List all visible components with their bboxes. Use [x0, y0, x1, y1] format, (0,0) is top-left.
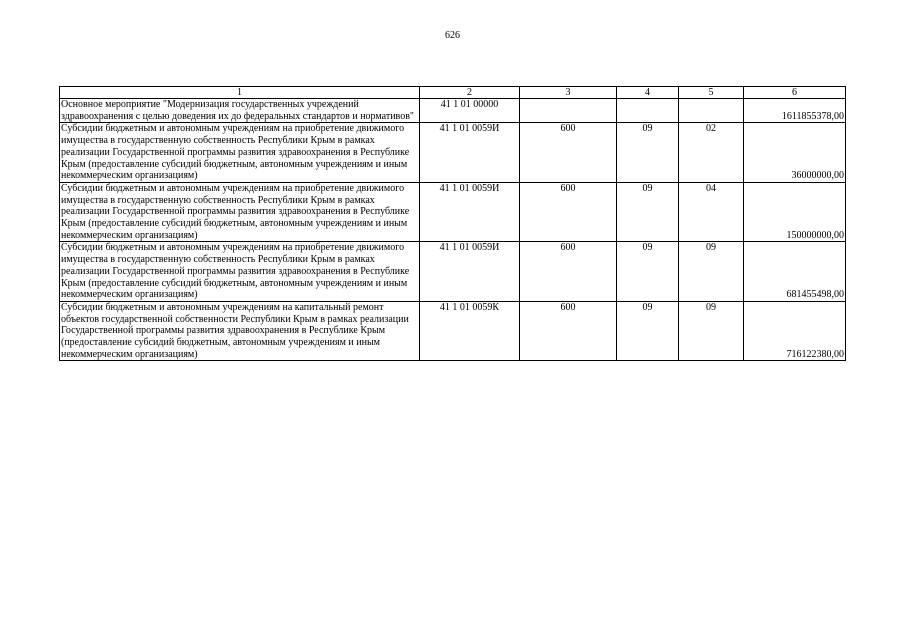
row-col-4: 09: [617, 182, 679, 242]
row-col-4: [617, 99, 679, 123]
header-col-3: 3: [520, 87, 617, 99]
row-col-4: 09: [617, 242, 679, 302]
row-code: 41 1 01 00000: [420, 99, 520, 123]
table-row: [60, 182, 846, 242]
table-row: [60, 123, 846, 183]
row-col-5: 09: [679, 242, 744, 302]
row-code: 41 1 01 0059К: [420, 301, 520, 361]
header-col-2: 2: [420, 87, 520, 99]
row-code: 41 1 01 0059И: [420, 242, 520, 302]
row-name: Субсидии бюджетным и автономным учреждениям на капитальный ремонт объектов государственной собственности Республики Крым в рамках реализации Государственной программы развития здравоохранения в Республике Крым (предоставление субсидий бюджетным, автономным учреждениям и иным некоммерческим организациям): [60, 301, 420, 361]
table-row: [60, 242, 846, 302]
row-name: Субсидии бюджетным и автономным учреждениям на приобретение движимого имущества в государственную собственность Республики Крым в рамках реализации Государственной программы развития здравоохранения в Республике Крым (предоставление субсидий бюджетным, автономным учреждениям и иным некоммерческим организациям): [60, 123, 420, 183]
row-code: 41 1 01 0059И: [420, 182, 520, 242]
row-col-3: 600: [520, 242, 617, 302]
row-amount: 36000000,00: [744, 123, 846, 183]
row-col-5: 04: [679, 182, 744, 242]
row-amount: 1611855378,00: [744, 99, 846, 123]
row-amount: 150000000,00: [744, 182, 846, 242]
table-row: [60, 301, 846, 361]
row-col-3: 600: [520, 182, 617, 242]
header-col-5: 5: [679, 87, 744, 99]
row-col-5: 09: [679, 301, 744, 361]
header-col-1: 1: [60, 87, 420, 99]
budget-table: [59, 86, 846, 361]
header-col-6: 6: [744, 87, 846, 99]
row-col-5: [679, 99, 744, 123]
row-amount: 681455498,00: [744, 242, 846, 302]
row-name: Субсидии бюджетным и автономным учреждениям на приобретение движимого имущества в государственную собственность Республики Крым в рамках реализации Государственной программы развития здравоохранения в Республике Крым (предоставление субсидий бюджетным, автономным учреждениям и иным некоммерческим организациям): [60, 242, 420, 302]
page-number: 626: [445, 30, 460, 41]
row-col-4: 09: [617, 123, 679, 183]
row-col-4: 09: [617, 301, 679, 361]
table-header: [60, 87, 846, 99]
row-col-3: 600: [520, 123, 617, 183]
header-row: [60, 87, 846, 99]
row-col-3: 600: [520, 301, 617, 361]
table-body: [60, 99, 846, 361]
row-name: Основное мероприятие "Модернизация государственных учреждений здравоохранения с целью доведения их до федеральных стандартов и нормативов": [60, 99, 420, 123]
table-row: [60, 99, 846, 123]
row-amount: 716122380,00: [744, 301, 846, 361]
row-name: Субсидии бюджетным и автономным учреждениям на приобретение движимого имущества в государственную собственность Республики Крым в рамках реализации Государственной программы развития здравоохранения в Республике Крым (предоставление субсидий бюджетным, автономным учреждениям и иным некоммерческим организациям): [60, 182, 420, 242]
row-col-5: 02: [679, 123, 744, 183]
row-code: 41 1 01 0059И: [420, 123, 520, 183]
row-col-3: [520, 99, 617, 123]
header-col-4: 4: [617, 87, 679, 99]
